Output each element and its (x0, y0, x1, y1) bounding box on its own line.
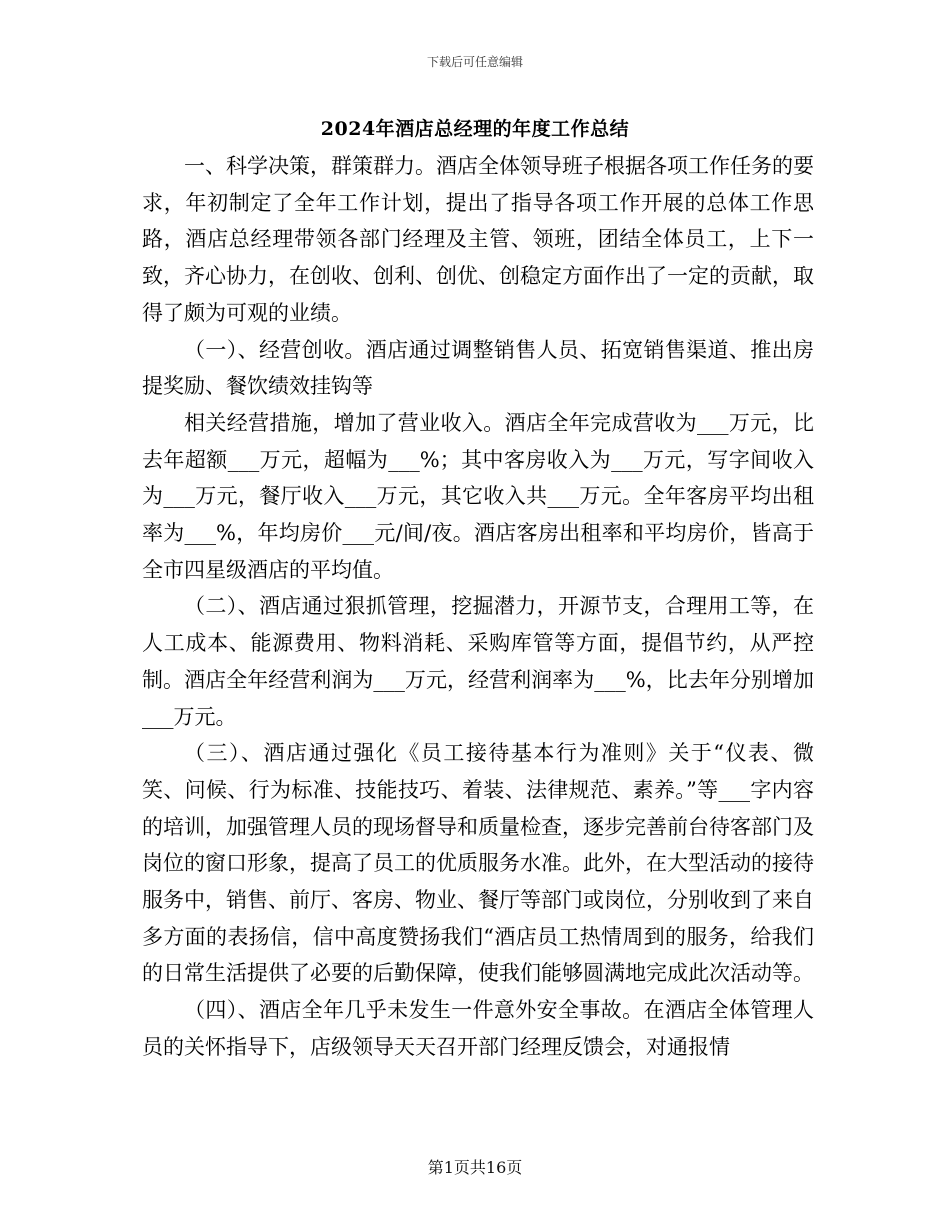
paragraph-5: （三）、酒店通过强化《员工接待基本行为准则》关于“仪表、微笑、问候、行为标准、技能技巧、着装、法律规范、素养。”等___字内容的培训，加强管理人员的现场督导和质量检查，逐步完善前台待客部门及岗位的窗口形象，提高了员工的优质服务水准。此外，在大型活动的接待服务中，销售、前厅、客房、物业、餐厅等部门或岗位，分别收到了来自多方面的表扬信，信中高度赞扬我们“酒店员工热情周到的服务，给我们的日常生活提供了必要的后勤保障，使我们能够圆满地完成此次活动等。 (142, 741, 814, 986)
document-title: 2024年酒店总经理的年度工作总结 (320, 118, 630, 140)
document-body (142, 148, 814, 1066)
paragraph-2: （一）、经营创收。酒店通过调整销售人员、拓宽销售渠道、推出房提奖励、餐饮绩效挂钩等 (142, 337, 814, 399)
download-note: 下载后可任意编辑 (426, 55, 523, 69)
page-number: 第1页共16页 (427, 1158, 523, 1177)
paragraph-4: （二）、酒店通过狠抓管理，挖掘潜力，开源节支，合理用工等，在人工成本、能源费用、物料消耗、采购库管等方面，提倡节约，从严控制。酒店全年经营利润为___万元，经营利润率为___%，比去年分别增加___万元。 (142, 594, 814, 729)
paragraph-3: 相关经营措施，增加了营业收入。酒店全年完成营收为___万元，比去年超额___万元，超幅为___%；其中客房收入为___万元，写字间收入为___万元，餐厅收入___万元，其它收入共___万元。全年客房平均出租率为___%，年均房价___元/间/夜。酒店客房出租率和平均房价，皆高于全市四星级酒店的平均值。 (142, 410, 814, 582)
paragraph-6: （四）、酒店全年几乎未发生一件意外安全事故。在酒店全体管理人员的关怀指导下，店级领导天天召开部门经理反馈会，对通报情 (142, 998, 814, 1059)
paragraph-1: 一、科学决策，群策群力。酒店全体领导班子根据各项工作任务的要求，年初制定了全年工作计划，提出了指导各项工作开展的总体工作思路，酒店总经理带领各部门经理及主管、领班，团结全体员工，上下一致，齐心协力，在创收、创利、创优、创稳定方面作出了一定的贡献，取得了颇为可观的业绩。 (142, 154, 814, 325)
